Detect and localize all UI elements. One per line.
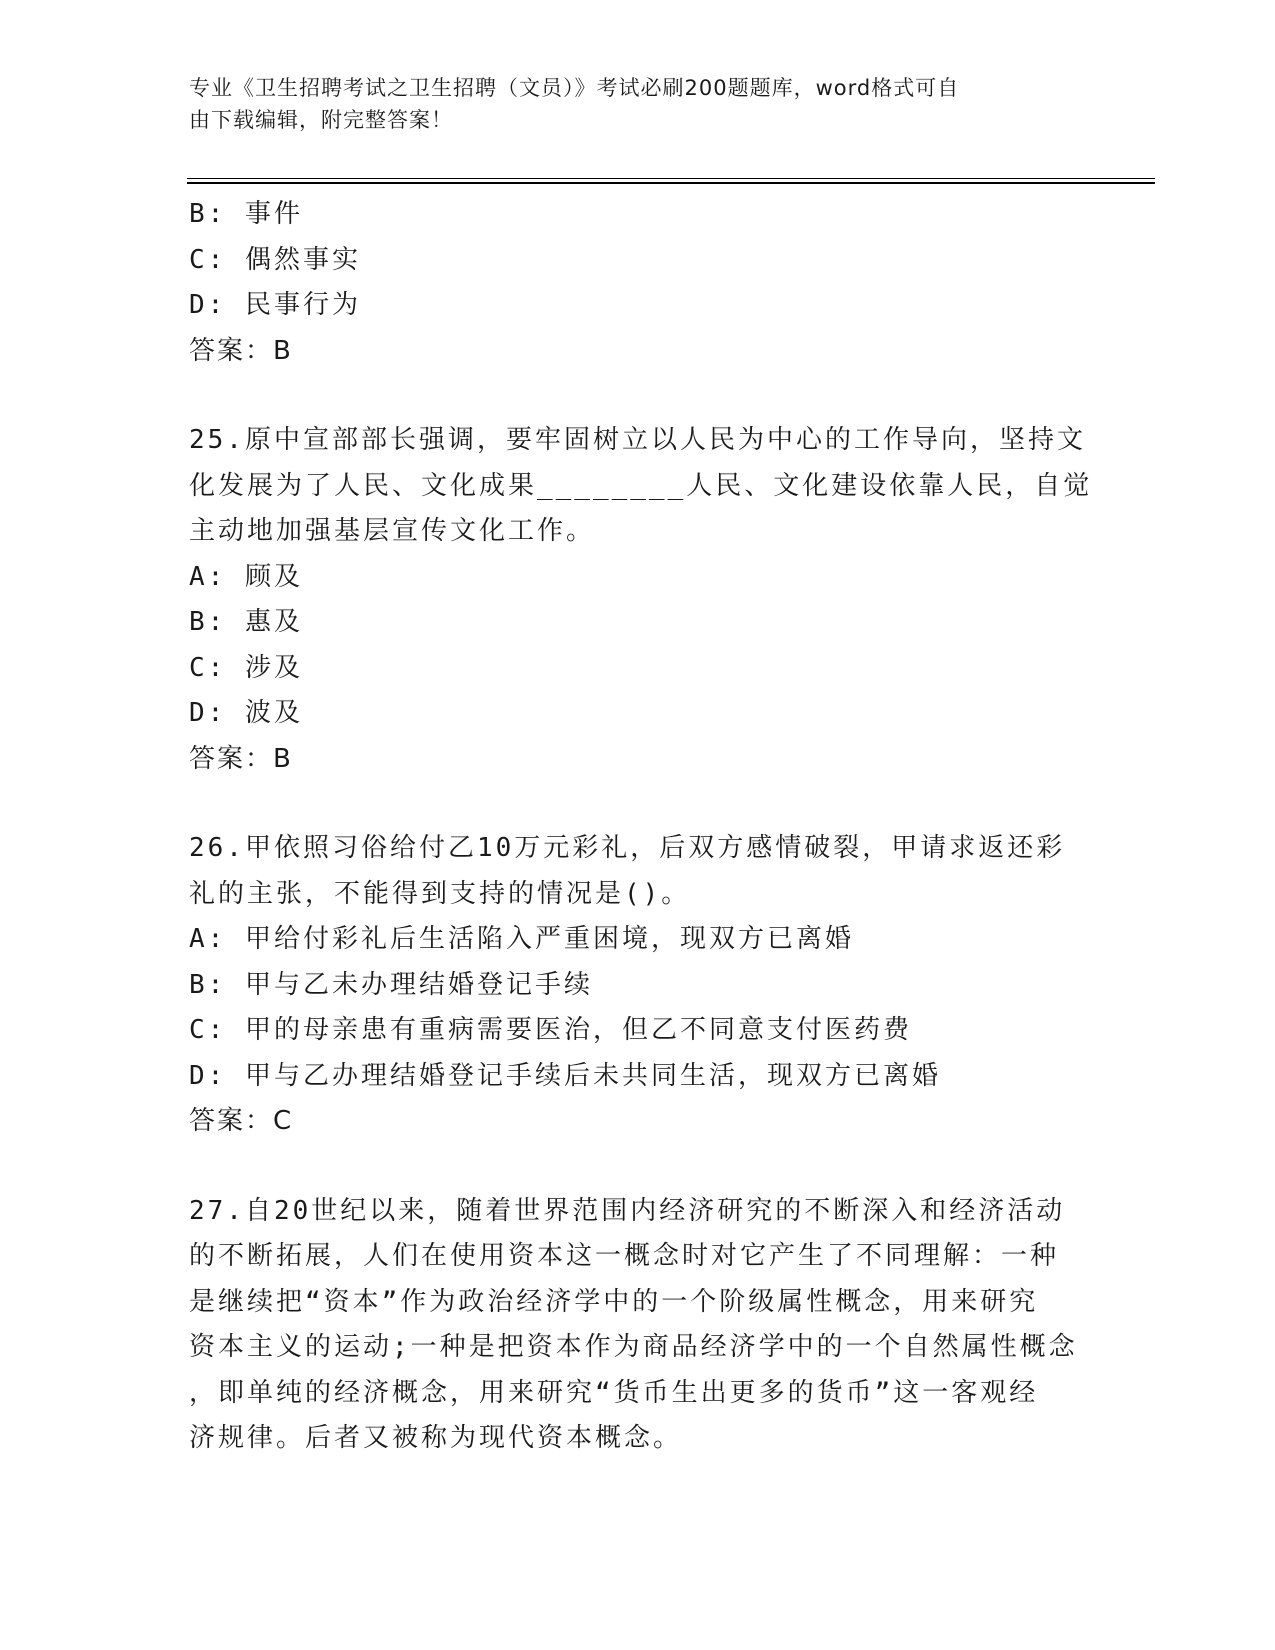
- answer-line: 答案：C: [189, 1106, 294, 1136]
- option-d: D: 波及: [189, 698, 303, 728]
- option-b: B: 甲与乙未办理结婚登记手续: [189, 969, 593, 1000]
- option-d: D: 甲与乙办理结婚登记手续后未共同生活，现双方已离婚: [189, 1060, 941, 1091]
- question-stem-line: 的不断拓展，人们在使用资本这一概念时对它产生了不同理解：一种: [189, 1241, 1060, 1271]
- answer-line: 答案：B: [189, 335, 293, 366]
- header-title-line-2: 由下载编辑，附完整答案！: [189, 108, 453, 132]
- question-27: [189, 1189, 1089, 1462]
- question-26: [189, 826, 1089, 1145]
- prev-question-block: [189, 192, 1089, 374]
- question-stem-line: 是继续把“资本”作为政治经济学中的一个阶级属性概念，用来研究: [189, 1286, 1039, 1317]
- option-c: C: 涉及: [189, 652, 303, 683]
- question-25: [189, 418, 1093, 782]
- answer-line: 答案：B: [189, 743, 293, 774]
- header-divider-thin: [187, 178, 1155, 179]
- question-stem-line: ，即单纯的经济概念，用来研究“货币生出更多的货币”这一客观经: [189, 1377, 1039, 1408]
- question-stem-line: 济规律。后者又被称为现代资本概念。: [189, 1423, 683, 1453]
- question-stem-line: 化发展为了人民、文化成果________人民、文化建设依靠人民，自觉: [189, 470, 1093, 501]
- option-c: C: 偶然事实: [189, 244, 361, 275]
- question-stem-line: 26.甲依照习俗给付乙10万元彩礼，后双方感情破裂，甲请求返还彩: [189, 833, 1066, 863]
- question-stem-line: 主动地加强基层宣传文化工作。: [189, 516, 596, 546]
- option-a: A: 顾及: [189, 561, 303, 592]
- header-divider-thick: [187, 182, 1155, 184]
- document-header: [189, 72, 1089, 136]
- option-d: D: 民事行为: [189, 290, 361, 320]
- header-title-line-1: 专业《卫生招聘考试之卫生招聘（文员）》考试必刷200题题库，word格式可自: [189, 76, 960, 100]
- option-b: B: 事件: [189, 199, 303, 229]
- question-stem-line: 27.自20世纪以来，随着世界范围内经济研究的不断深入和经济活动: [189, 1195, 1066, 1226]
- question-stem-line: 25.原中宣部部长强调，要牢固树立以人民为中心的工作导向，坚持文: [189, 425, 1086, 455]
- option-b: B: 惠及: [189, 607, 303, 637]
- question-stem-line: 资本主义的运动;一种是把资本作为商品经济学中的一个自然属性概念: [189, 1332, 1078, 1362]
- option-c: C: 甲的母亲患有重病需要医治，但乙不同意支付医药费: [189, 1015, 912, 1045]
- question-stem-line: 礼的主张，不能得到支持的情况是()。: [189, 878, 691, 909]
- document-body: [189, 192, 1093, 1462]
- option-a: A: 甲给付彩礼后生活陷入严重困境，现双方已离婚: [189, 924, 854, 954]
